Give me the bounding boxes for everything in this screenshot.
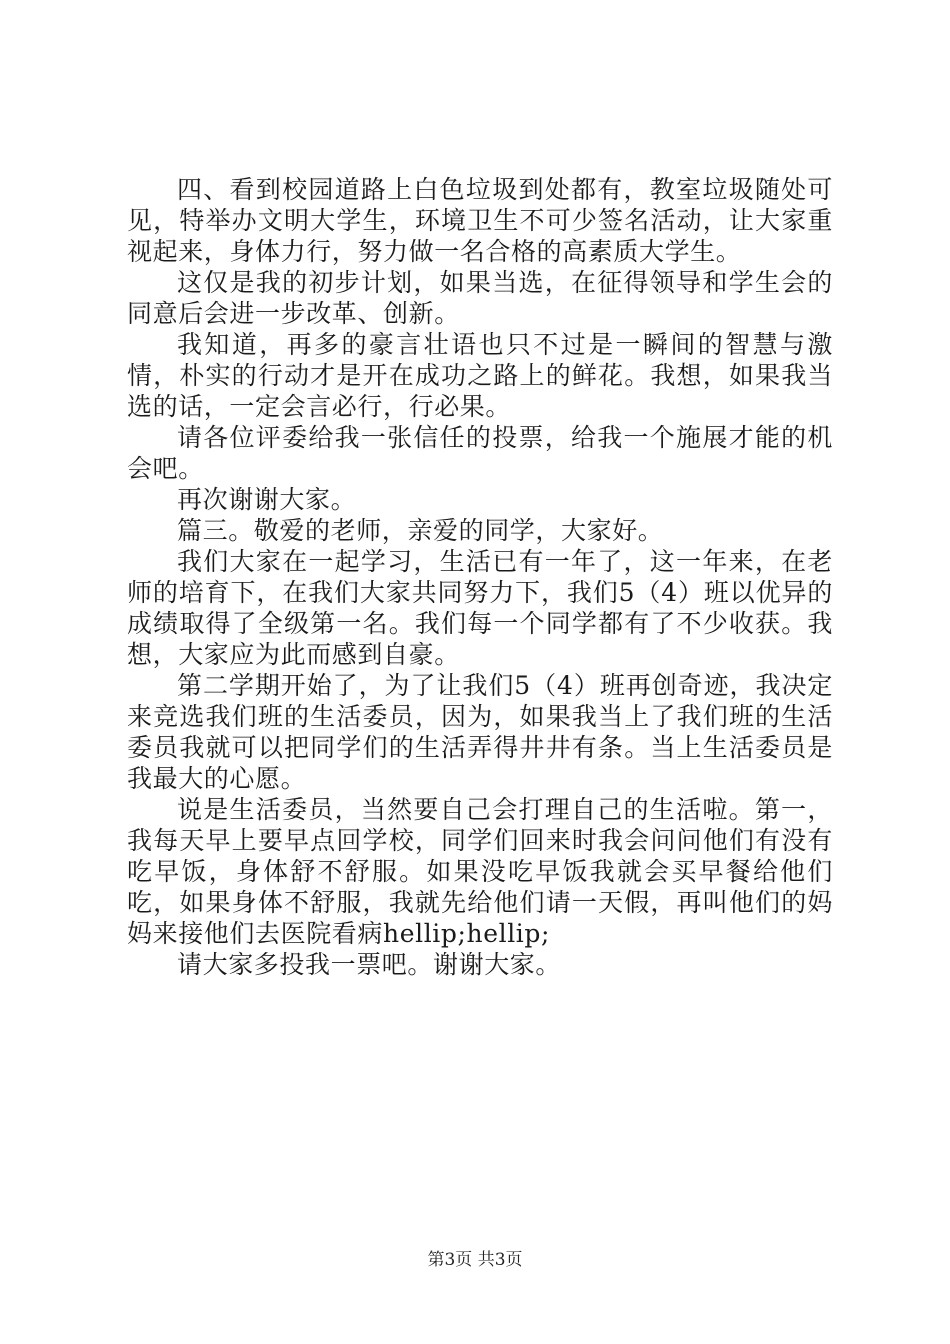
paragraph: 四、看到校园道路上白色垃圾到处都有，教室垃圾随处可见，特举办文明大学生，环境卫生不可少签名活动，让大家重视起来，身体力行，努力做一名合格的高素质大学生。 — [127, 175, 833, 266]
document-body — [127, 174, 833, 980]
paragraph: 我知道，再多的豪言壮语也只不过是一瞬间的智慧与激情，朴实的行动才是开在成功之路上的鲜花。我想，如果我当选的话，一定会言必行，行必果。 — [127, 330, 833, 421]
page-number-footer: 第3页 共3页 — [427, 1250, 523, 1270]
paragraph: 这仅是我的初步计划，如果当选，在征得领导和学生会的同意后会进一步改革、创新。 — [127, 268, 833, 328]
paragraph: 我们大家在一起学习，生活已有一年了，这一年来，在老师的培育下，在我们大家共同努力下，我们5（4）班以优异的成绩取得了全级第一名。我们每一个同学都有了不少收获。我想，大家应为此而感到自豪。 — [127, 547, 833, 669]
paragraph: 再次谢谢大家。 — [177, 485, 357, 514]
paragraph: 请大家多投我一票吧。谢谢大家。 — [177, 950, 562, 979]
paragraph: 请各位评委给我一张信任的投票，给我一个施展才能的机会吧。 — [127, 423, 833, 483]
paragraph: 说是生活委员，当然要自己会打理自己的生活啦。第一，我每天早上要早点回学校，同学们回来时我会问问他们有没有吃早饭，身体舒不舒服。如果没吃早饭我就会买早餐给他们吃，如果身体不舒服，我就先给他们请一天假，再叫他们的妈妈来接他们去医院看病hellip;hellip; — [127, 795, 833, 948]
section-heading: 篇三。敬爱的老师，亲爱的同学，大家好。 — [177, 516, 664, 545]
paragraph: 第二学期开始了，为了让我们5（4）班再创奇迹，我决定来竞选我们班的生活委员，因为，如果我当上了我们班的生活委员我就可以把同学们的生活弄得井井有条。当上生活委员是我最大的心愿。 — [127, 671, 833, 793]
